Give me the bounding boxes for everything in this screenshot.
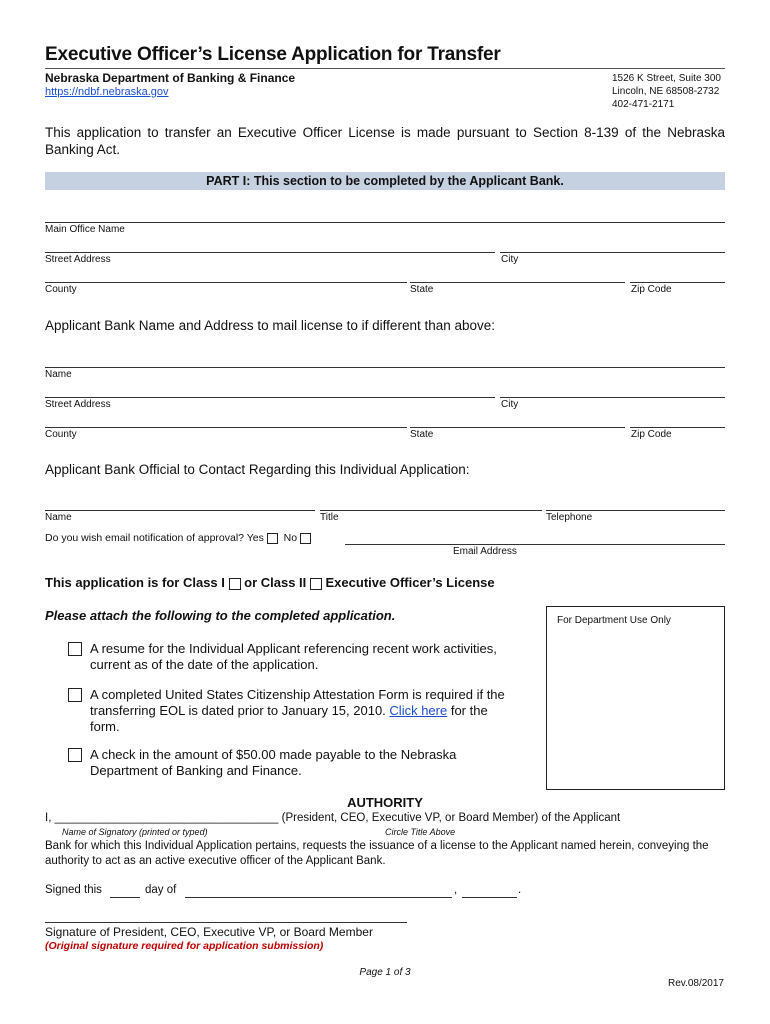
citizenship-form-link[interactable]: Click here [389, 703, 448, 718]
street-address-label: Street Address [45, 254, 111, 265]
signed-month-field[interactable] [185, 897, 452, 898]
email-address-label: Email Address [453, 546, 517, 557]
signatory-caption: Name of Signatory (printed or typed) [62, 827, 208, 837]
signed-year-field[interactable] [462, 897, 517, 898]
address-line-1: 1526 K Street, Suite 300 [612, 73, 721, 84]
license-class-row [45, 575, 495, 590]
mailing-name-label: Name [45, 369, 72, 380]
phone-number: 402-471-2171 [612, 99, 675, 110]
page-number: Page 1 of 3 [359, 967, 411, 978]
mailing-street-label: Street Address [45, 399, 111, 410]
mailing-heading: Applicant Bank Name and Address to mail license to if different than above: [45, 318, 496, 333]
yes-checkbox[interactable] [267, 533, 278, 544]
website-link[interactable]: https://ndbf.nebraska.gov [45, 86, 169, 98]
contact-heading: Applicant Bank Official to Contact Regarding this Individual Application: [45, 462, 470, 477]
main-office-name-field[interactable] [45, 222, 725, 223]
mailing-zip-field[interactable] [630, 427, 725, 428]
circle-title-caption: Circle Title Above [385, 827, 456, 837]
part1-heading: PART I: This section to be completed by the Applicant Bank. [45, 172, 725, 190]
main-office-name-label: Main Office Name [45, 224, 125, 235]
contact-telephone-field[interactable] [546, 510, 725, 511]
intro-text: This application to transfer an Executive Officer License is made pursuant to Section 8-139 of the Nebraska Banking Act. [45, 125, 725, 157]
comma-separator: , [454, 884, 458, 896]
state-field[interactable] [410, 282, 625, 283]
signature-field[interactable] [45, 922, 407, 923]
email-question: Do you wish email notification of approval? [45, 532, 245, 544]
city-field[interactable] [500, 252, 725, 253]
department-use-box [546, 606, 725, 790]
city-label: City [501, 254, 519, 265]
title-divider [45, 68, 725, 69]
department-use-label: For Department Use Only [557, 615, 671, 626]
check-payment-checkbox[interactable] [68, 748, 82, 762]
mailing-city-label: City [501, 399, 519, 410]
contact-name-field[interactable] [45, 510, 315, 511]
authority-line1: I, ___________________________________ (President, CEO, Executive VP, or Board Member) of the Applicant [45, 812, 621, 824]
authority-heading: AUTHORITY [347, 795, 423, 810]
signature-caption: Signature of President, CEO, Executive VP, or Board Member [45, 925, 373, 939]
mailing-county-field[interactable] [45, 427, 407, 428]
zip-label: Zip Code [631, 284, 672, 295]
class-or: or Class II [244, 575, 307, 590]
resume-item-text: A resume for the Individual Applicant referencing recent work activities, current as of the date of the application. [90, 641, 497, 672]
mailing-state-label: State [410, 429, 434, 440]
period-separator: . [518, 884, 522, 896]
email-notification-row [45, 532, 311, 544]
org-name: Nebraska Department of Banking & Finance [45, 71, 296, 85]
no-label: No [283, 532, 298, 544]
contact-title-label: Title [320, 512, 339, 523]
org-address [612, 72, 721, 111]
authority-body: Bank for which this Individual Application pertains, requests the issuance of a license to the Applicant named herein, conveying the authority to act as an active executive officer of the Applicant Bank. [45, 840, 709, 867]
mailing-county-label: County [45, 429, 77, 440]
address-line-2: Lincoln, NE 68508-2732 [612, 86, 720, 97]
citizenship-item-post: for the form. [90, 703, 488, 734]
no-checkbox[interactable] [300, 533, 311, 544]
email-address-field[interactable] [345, 544, 725, 545]
signed-day-field[interactable] [110, 897, 140, 898]
class-suffix: Executive Officer’s License [325, 575, 495, 590]
yes-label: Yes [246, 532, 264, 544]
mailing-street-field[interactable] [45, 397, 495, 398]
state-label: State [410, 284, 434, 295]
check-payment-item-text: A check in the amount of $50.00 made payable to the Nebraska Department of Banking and Finance. [90, 747, 457, 778]
day-of-label: day of [145, 884, 177, 896]
contact-title-field[interactable] [320, 510, 542, 511]
revision-date: Rev.08/2017 [668, 978, 724, 989]
county-label: County [45, 284, 77, 295]
citizenship-checkbox[interactable] [68, 688, 82, 702]
mailing-city-field[interactable] [500, 397, 725, 398]
mailing-state-field[interactable] [410, 427, 625, 428]
county-field[interactable] [45, 282, 407, 283]
page-title: Executive Officer’s License Application for Transfer [45, 44, 501, 65]
zip-field[interactable] [630, 282, 725, 283]
contact-name-label: Name [45, 512, 72, 523]
citizenship-item-pre: A completed United States Citizenship Attestation Form is required if the transferring EOL is dated prior to January 15, 2010. [90, 687, 505, 718]
class-prefix: This application is for Class I [45, 575, 225, 590]
mailing-zip-label: Zip Code [631, 429, 672, 440]
citizenship-item-text [90, 687, 520, 735]
original-signature-note: (Original signature required for application submission) [45, 940, 324, 952]
class-ii-checkbox[interactable] [310, 578, 322, 590]
resume-checkbox[interactable] [68, 642, 82, 656]
signed-this-label: Signed this [45, 884, 102, 896]
mailing-name-field[interactable] [45, 367, 725, 368]
attachments-heading: Please attach the following to the completed application. [45, 608, 396, 623]
street-address-field[interactable] [45, 252, 495, 253]
class-i-checkbox[interactable] [229, 578, 241, 590]
contact-telephone-label: Telephone [546, 512, 593, 523]
